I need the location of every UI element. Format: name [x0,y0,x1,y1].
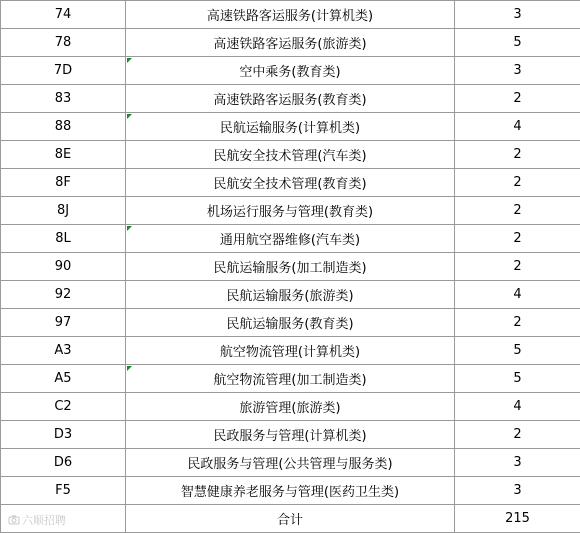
table-body [1,1,580,505]
count-cell[interactable]: 2 [455,421,580,449]
major-cell[interactable]: 机场运行服务与管理(教育类) [126,197,455,225]
total-row [1,505,580,533]
major-cell[interactable]: 民政服务与管理(计算机类) [126,421,455,449]
total-count-cell[interactable]: 215 [455,505,580,533]
table-row [1,281,580,309]
cell-comment-flag-icon [127,226,132,231]
code-cell[interactable]: 7D [1,57,126,85]
major-cell[interactable]: 空中乘务(教育类) [126,57,455,85]
code-cell[interactable]: A5 [1,365,126,393]
major-cell[interactable]: 民航运输服务(加工制造类) [126,253,455,281]
count-cell[interactable]: 3 [455,1,580,29]
count-cell[interactable]: 3 [455,449,580,477]
count-cell[interactable]: 3 [455,477,580,505]
major-cell[interactable]: 高速铁路客运服务(旅游类) [126,29,455,57]
table-row [1,169,580,197]
code-cell[interactable]: 8J [1,197,126,225]
code-cell[interactable]: 8L [1,225,126,253]
table-row [1,253,580,281]
count-cell[interactable]: 2 [455,85,580,113]
table-row [1,141,580,169]
code-cell[interactable]: F5 [1,477,126,505]
table-row [1,365,580,393]
code-cell[interactable]: 74 [1,1,126,29]
count-cell[interactable]: 5 [455,29,580,57]
code-cell[interactable]: 88 [1,113,126,141]
major-cell[interactable]: 航空物流管理(加工制造类) [126,365,455,393]
major-cell[interactable]: 民政服务与管理(公共管理与服务类) [126,449,455,477]
table-row [1,421,580,449]
major-cell[interactable]: 民航运输服务(计算机类) [126,113,455,141]
table-row [1,393,580,421]
camera-icon [8,514,20,526]
table-row [1,477,580,505]
count-cell[interactable]: 4 [455,393,580,421]
count-cell[interactable]: 5 [455,337,580,365]
code-cell[interactable]: 78 [1,29,126,57]
code-cell[interactable]: 83 [1,85,126,113]
count-cell[interactable]: 2 [455,141,580,169]
watermark-text: 六顺招聘 [22,514,66,527]
table-row [1,1,580,29]
major-cell[interactable]: 智慧健康养老服务与管理(医药卫生类) [126,477,455,505]
major-cell[interactable]: 高速铁路客运服务(教育类) [126,85,455,113]
count-cell[interactable]: 4 [455,281,580,309]
table-row [1,57,580,85]
cell-comment-flag-icon [127,58,132,63]
table-row [1,309,580,337]
code-cell[interactable]: 8F [1,169,126,197]
major-cell[interactable]: 民航运输服务(旅游类) [126,281,455,309]
table-row [1,113,580,141]
count-cell[interactable]: 2 [455,225,580,253]
table-row [1,29,580,57]
code-cell[interactable]: 97 [1,309,126,337]
table-row [1,337,580,365]
major-cell[interactable]: 通用航空器维修(汽车类) [126,225,455,253]
major-cell[interactable]: 民航安全技术管理(教育类) [126,169,455,197]
code-cell[interactable]: D3 [1,421,126,449]
table-row [1,225,580,253]
code-cell[interactable]: D6 [1,449,126,477]
count-cell[interactable]: 2 [455,169,580,197]
count-cell[interactable]: 3 [455,57,580,85]
watermark [8,512,66,528]
count-cell[interactable]: 5 [455,365,580,393]
code-cell[interactable]: 92 [1,281,126,309]
total-label-cell[interactable]: 合计 [126,505,455,533]
code-cell[interactable]: 90 [1,253,126,281]
code-cell[interactable]: 8E [1,141,126,169]
count-cell[interactable]: 2 [455,253,580,281]
major-cell[interactable]: 民航运输服务(教育类) [126,309,455,337]
count-cell[interactable]: 2 [455,197,580,225]
code-cell[interactable]: A3 [1,337,126,365]
table-row [1,85,580,113]
major-cell[interactable]: 高速铁路客运服务(计算机类) [126,1,455,29]
major-cell[interactable]: 航空物流管理(计算机类) [126,337,455,365]
code-cell[interactable]: C2 [1,393,126,421]
major-cell[interactable]: 民航安全技术管理(汽车类) [126,141,455,169]
count-cell[interactable]: 4 [455,113,580,141]
table-row [1,449,580,477]
table-row [1,197,580,225]
cell-comment-flag-icon [127,366,132,371]
major-cell[interactable]: 旅游管理(旅游类) [126,393,455,421]
count-cell[interactable]: 2 [455,309,580,337]
cell-comment-flag-icon [127,114,132,119]
